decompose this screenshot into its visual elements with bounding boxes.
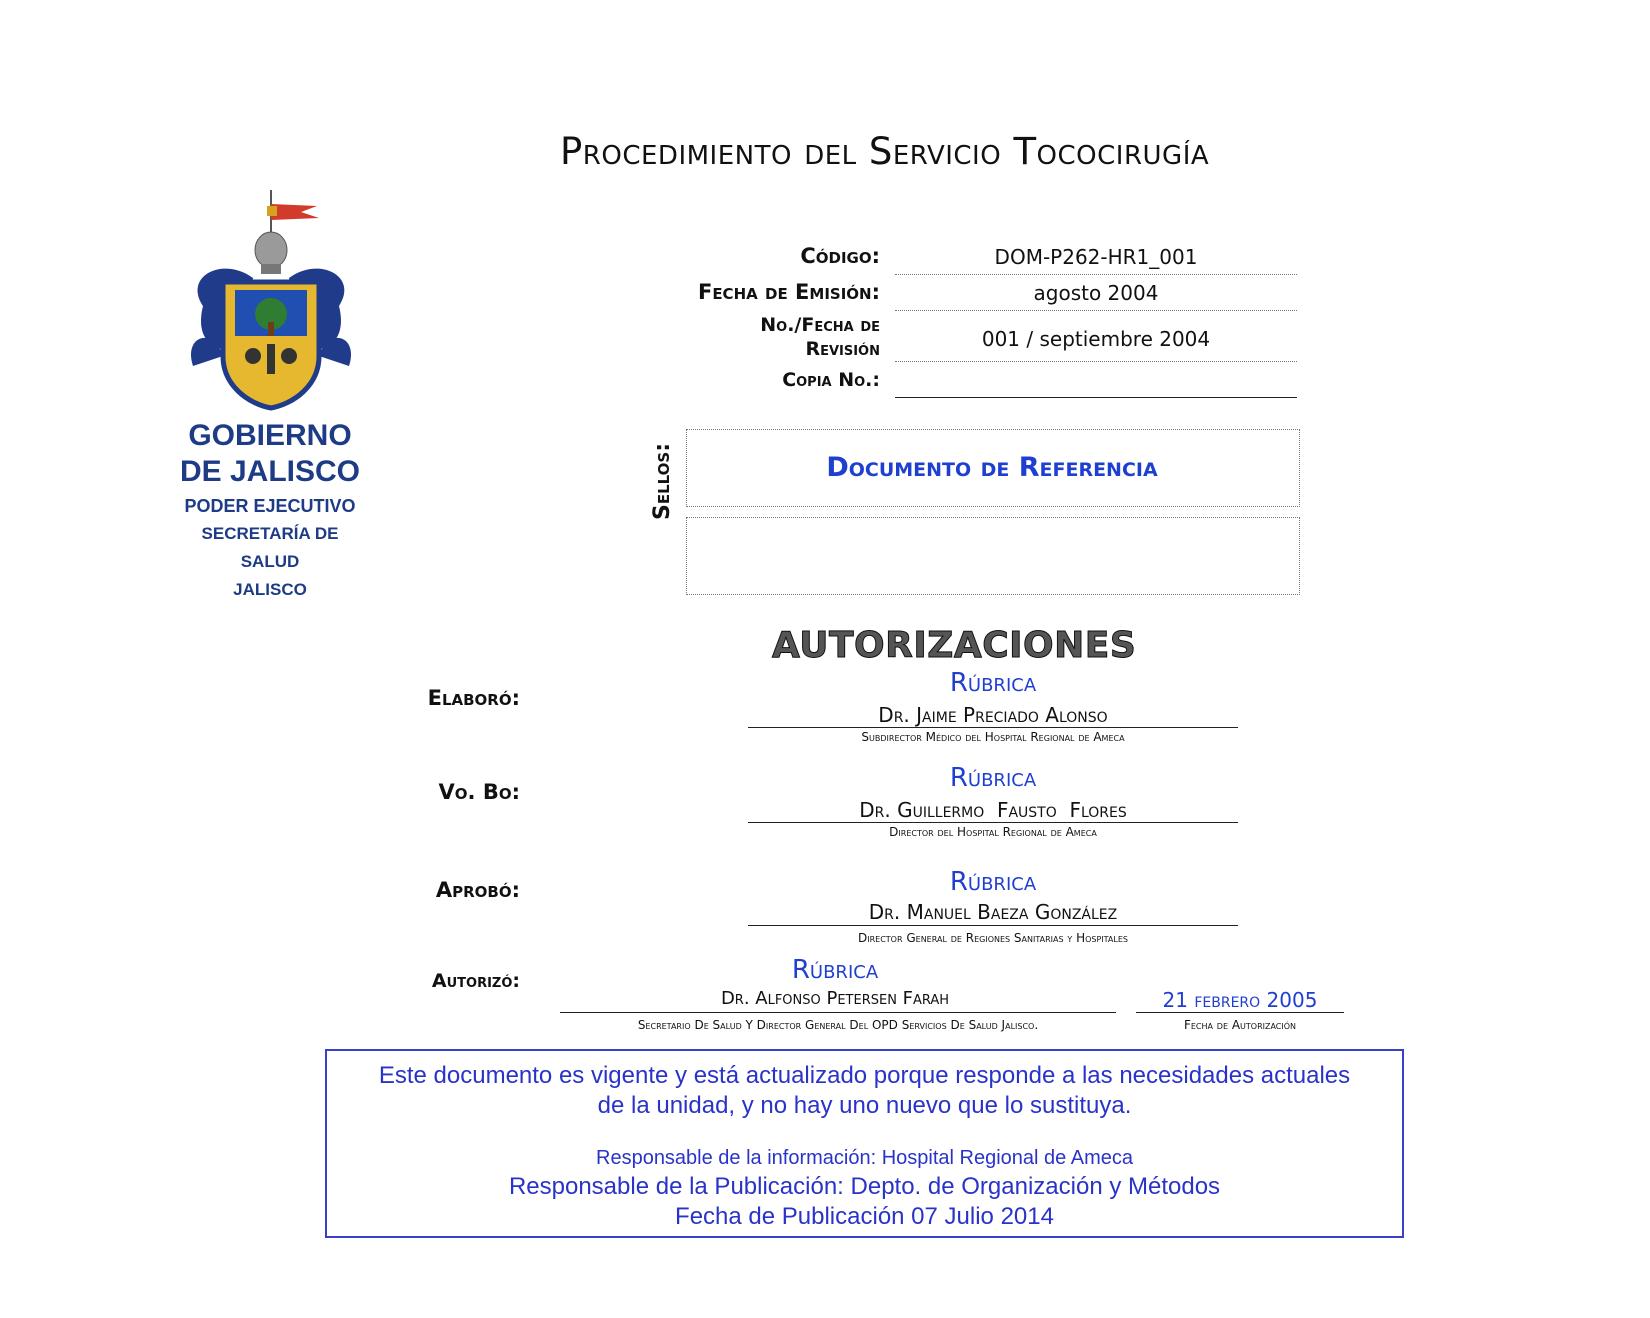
document-title: Procedimiento del Servicio Tococirugía	[560, 130, 1210, 173]
codigo-value: DOM-P262-HR1_001	[994, 245, 1198, 269]
fecha-autorizacion-line	[1136, 1012, 1344, 1013]
fecha-emision-label: Fecha de Emisión:	[697, 280, 880, 304]
logo-line-6: JALISCO	[233, 580, 307, 599]
notice-responsable-info: Responsable de la información: Hospital Regional de Ameca	[596, 1147, 1133, 1169]
fecha-autorizacion-label: Fecha de Autorización	[1183, 1018, 1297, 1032]
rubrica-aprobo: Rúbrica	[949, 867, 1037, 897]
autorizaciones-heading: AUTORIZACIONES	[772, 625, 1137, 666]
sello-box-bottom	[686, 517, 1300, 595]
signer-title-autorizo: Secretario De Salud Y Director General Del OPD Servicios De Salud Jalisco.	[637, 1018, 1039, 1032]
header-fields-labels	[560, 240, 880, 400]
fecha-emision-underline	[895, 310, 1297, 311]
rubrica-elaboro: Rúbrica	[949, 668, 1037, 698]
signer-name-aprobo: Dr. Manuel Baeza González	[868, 900, 1118, 924]
logo-line-1: GOBIERNO	[188, 419, 352, 452]
vigencia-notice-box	[325, 1049, 1404, 1238]
signer-name-elaboro: Dr. Jaime Preciado Alonso	[878, 703, 1108, 727]
logo-line-4: SECRETARÍA DE	[201, 524, 339, 543]
logo-line-5: SALUD	[240, 552, 300, 571]
signature-line-autorizo	[560, 1012, 1116, 1013]
notice-line-1: Este documento es vigente y está actualizado porque responde a las necesidades actuales	[378, 1062, 1351, 1089]
copia-underline	[895, 397, 1297, 398]
signer-title-elaboro: Subdirector Médico del Hospital Regional de Ameca	[861, 730, 1125, 744]
documento-referencia-stamp: Documento de Referencia	[826, 452, 1158, 483]
signature-line-elaboro	[748, 727, 1238, 728]
rubrica-autorizo: Rúbrica	[791, 955, 879, 985]
role-elaboro: Elaboró:	[427, 686, 520, 710]
revision-value: 001 / septiembre 2004	[981, 327, 1211, 351]
revision-underline	[895, 361, 1297, 362]
revision-label-line2: Revisión	[805, 338, 880, 360]
copia-label: Copia No.:	[782, 369, 880, 391]
codigo-label: Código:	[800, 244, 880, 268]
signer-name-autorizo: Dr. Alfonso Petersen Farah	[720, 988, 950, 1009]
logo-line-2: DE JALISCO	[179, 455, 361, 488]
signer-title-vobo: Director del Hospital Regional de Ameca	[889, 825, 1097, 839]
signature-line-aprobo	[748, 925, 1238, 926]
role-autorizo: Autorizó:	[431, 970, 520, 992]
fecha-autorizacion-value: 21 febrero 2005	[1162, 988, 1318, 1012]
fecha-emision-value: agosto 2004	[1033, 281, 1159, 305]
role-aprobo: Aprobó:	[435, 878, 520, 902]
revision-label-line1: No./Fecha de	[760, 314, 880, 336]
notice-fecha-publicacion: Fecha de Publicación 07 Julio 2014	[675, 1203, 1054, 1230]
logo-text	[170, 418, 370, 601]
sellos-label: Sellos:	[650, 442, 675, 520]
role-vobo: Vo. Bo:	[438, 780, 520, 804]
notice-responsable-publicacion: Responsable de la Publicación: Depto. de Organización y Métodos	[508, 1173, 1221, 1200]
signer-title-aprobo: Director General de Regiones Sanitarias y Hospitales	[857, 931, 1128, 945]
codigo-underline	[895, 274, 1297, 275]
signature-line-vobo	[748, 822, 1238, 823]
signer-name-vobo: Dr. Guillermo Fausto Flores	[859, 798, 1127, 822]
jalisco-coat-of-arms-logo	[183, 186, 359, 416]
rubrica-vobo: Rúbrica	[949, 763, 1037, 793]
notice-line-2: de la unidad, y no hay uno nuevo que lo sustituya.	[597, 1092, 1132, 1119]
logo-line-3: PODER EJECUTIVO	[184, 496, 356, 516]
